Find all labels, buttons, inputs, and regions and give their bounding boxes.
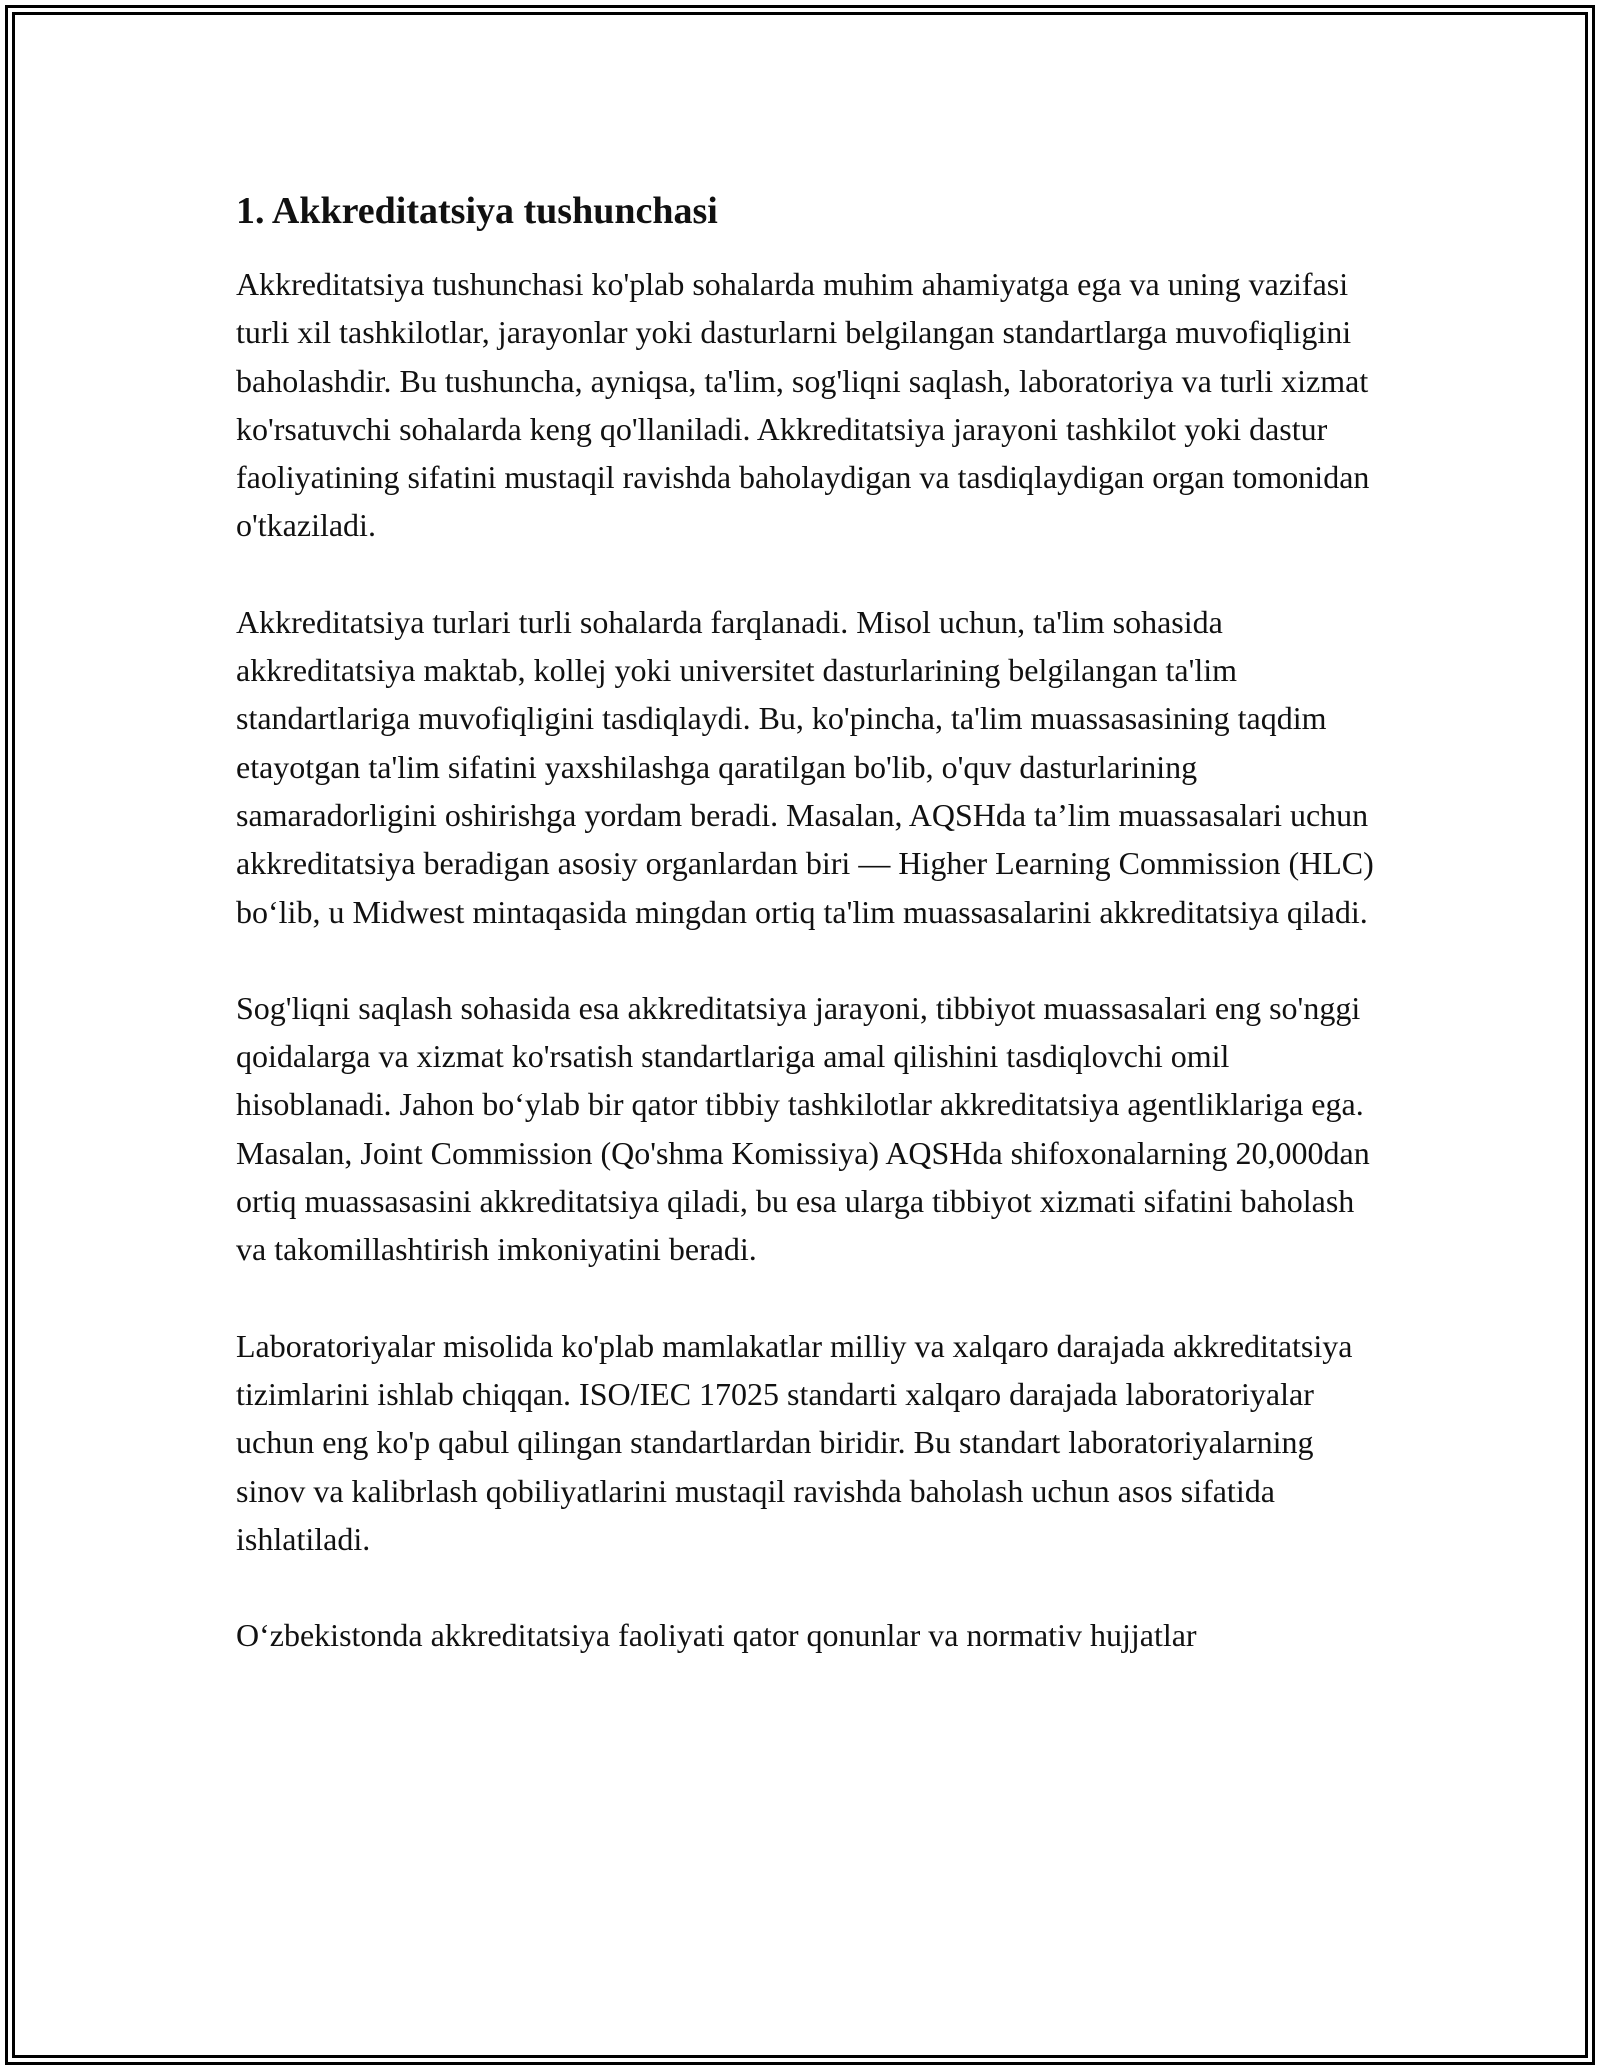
paragraph-definition: Akkreditatsiya tushunchasi ko'plab sohalarda muhim ahamiyatga ega va uning vazifasi turli xil tashkilotlar, jarayonlar yoki dasturlarni belgilangan standartlarga muvofiqligini baholashdir. Bu tushuncha, ayniqsa, ta'lim, sog'liqni saqlash, laboratoriya va turli xizmat ko'rsatuvchi sohalarda keng qo'llaniladi. Akkreditatsiya jarayoni tashkilot yoki dastur faoliyatining sifatini mustaqil ravishda baholaydigan va tasdiqlaydigan organ tomonidan o'tkaziladi. — [236, 266, 1370, 544]
paragraph-education: Akkreditatsiya turlari turli sohalarda farqlanadi. Misol uchun, ta'lim sohasida akkreditatsiya maktab, kollej yoki universitet dasturlarining belgilangan ta'lim standartlariga muvofiqligini tasdiqlaydi. Bu, ko'pincha, ta'lim muassasasining taqdim etayotgan ta'lim sifatini yaxshilashga qaratilgan bo'lib, o'quv dasturlarining samaradorligini oshirishga yordam beradi. Masalan, AQSHda ta’lim muassasalari uchun akkreditatsiya beradigan asosiy organlardan biri — Higher Learning Commission (HLC) bo‘lib, u Midwest mintaqasida mingdan ortiq ta'lim muassasalarini akkreditatsiya qiladi. — [236, 603, 1374, 930]
paragraph-uzbekistan: O‘zbekistonda akkreditatsiya faoliyati qator qonunlar va normativ hujjatlar — [236, 1617, 1197, 1654]
document-body — [236, 186, 1376, 1707]
paragraph-laboratories: Laboratoriyalar misolida ko'plab mamlakatlar milliy va xalqaro darajada akkreditatsiya tizimlarini ishlab chiqqan. ISO/IEC 17025 standarti xalqaro darajada laboratoriyalar uchun eng ko'p qabul qilingan standartlardan biridir. Bu standart laboratoriyalarning sinov va kalibrlash qobiliyatlarini mustaqil ravishda baholash uchun asos sifatida ishlatiladi. — [236, 1327, 1353, 1557]
paragraph-healthcare: Sog'liqni saqlash sohasida esa akkreditatsiya jarayoni, tibbiyot muassasalari eng so'nggi qoidalarga va xizmat ko'rsatish standartlariga amal qilishini tasdiqlovchi omil hisoblanadi. Jahon bo‘ylab bir qator tibbiy tashkilotlar akkreditatsiya agentliklariga ega. Masalan, Joint Commission (Qo'shma Komissiya) AQSHda shifoxonalarning 20,000dan ortiq muassasasini akkreditatsiya qiladi, bu esa ularga tibbiyot xizmati sifatini baholash va takomillashtirish imkoniyatini beradi. — [236, 989, 1370, 1268]
section-heading: 1. Akkreditatsiya tushunchasi — [236, 190, 718, 232]
